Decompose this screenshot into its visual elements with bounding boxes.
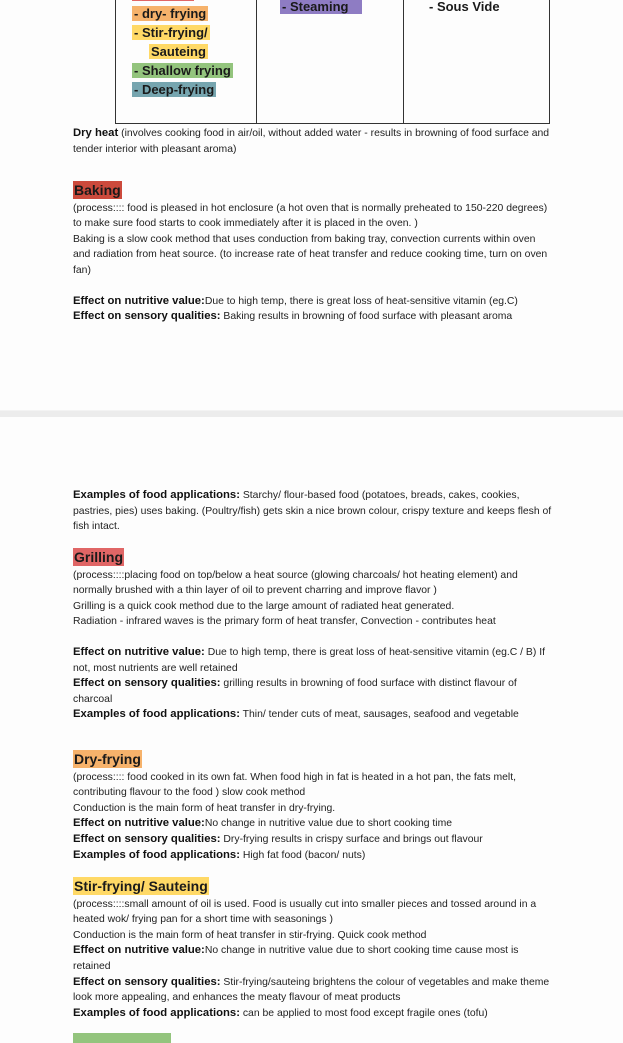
field-label: Examples of food applications: [73, 489, 240, 501]
table-item-deep-frying [132, 80, 216, 99]
text-line: - Stir-frying/ [134, 25, 208, 40]
text-line: Starchy/ flour-based food (potatoes, breads, cakes, cookies, pastries, pies) uses baking. (Poultry/fish) gets skin a nice brown colour, crispy texture and keeps flesh of fish intact. [73, 490, 552, 533]
text-line: Baking is a slow cook method that uses conduction from baking tray, convection currents within oven and radiation from heat source. (to increase rate of heat transfer and reduce cooking time, turn on oven fan) [73, 233, 548, 276]
field-label: Examples of food applications: [73, 1006, 240, 1019]
text-line [73, 294, 553, 310]
text-line: Due to high temp, there is great loss of heat-sensitive vitamin (eg.C) [204, 295, 518, 307]
field-label: Effect on nutritive value: [73, 944, 205, 957]
section-stir-frying [73, 877, 553, 1021]
text-line: Grilling is a quick cook method due to the large amount of radiated heat generated. [73, 600, 455, 612]
text-line: (process::::small amount of oil is used. Food is usually cut into smaller pieces and tossed around in a heated wok/ frying pan for a short time with seasonings ) [73, 898, 537, 926]
text-line: Dry-frying results in crispy surface and brings out flavour [220, 833, 483, 845]
text-line: - dry- frying [134, 6, 207, 21]
text-line: No change in nutritive value due to short cooking time cause most is retained [73, 945, 519, 972]
field-label: Effect on sensory qualities: [73, 975, 221, 988]
text-line [73, 488, 553, 535]
text-line: Sauteing [151, 44, 206, 59]
text-line: Due to high temp, there is great loss of heat-sensitive vitamin (eg.C / B) If not, most nutrients are well retained [73, 646, 545, 674]
text-line: - Deep-frying [134, 82, 215, 97]
heading-dry-frying: Dry-frying [74, 751, 141, 767]
text-line [73, 645, 553, 676]
field-label: Dry heat [73, 127, 119, 139]
baking-examples [73, 488, 553, 535]
text-line [73, 309, 553, 325]
table-item-sauteing [149, 42, 208, 61]
text-line: No change in nutritive value due to short cooking time [204, 818, 453, 830]
text-line: - Steaming [280, 0, 362, 14]
text-line: can be applied to most food except fragile ones (tofu) [239, 1007, 488, 1019]
table-divider [403, 0, 404, 123]
text-line [73, 676, 553, 707]
table-item-sous-vide [427, 0, 502, 16]
text-line [73, 707, 553, 723]
text-line [73, 975, 553, 1006]
text-line: Conduction is the main form of heat transfer in stir-frying. Quick cook method [73, 929, 427, 941]
text-line [73, 943, 553, 974]
field-label: Examples of food applications: [73, 708, 240, 721]
grilling-highlight-partial [132, 0, 194, 1]
heading-baking: Baking [74, 182, 121, 198]
page-break [0, 410, 623, 417]
text-line: High fat food (bacon/ nuts) [239, 849, 366, 861]
table-item-steaming [280, 0, 362, 16]
field-label: Effect on sensory qualities: [73, 677, 221, 690]
text-line: Baking results in browning of food surface with pleasant aroma [220, 311, 513, 323]
text-line: (process::::placing food on top/below a heat source (glowing charcoals/ hot heating element) and normally brushed with a thin layer of oil to prevent charring and improve flavor ) [73, 569, 518, 597]
field-label: Effect on nutritive value: [73, 645, 205, 658]
field-label: Effect on nutritive value: [73, 294, 205, 307]
section-grilling [73, 548, 553, 723]
text-line [73, 1006, 553, 1022]
table-item-dry-frying [132, 4, 208, 23]
section-baking [73, 181, 553, 325]
text-line: (process:::: food cooked in its own fat. When food high in fat is heated in a hot pan, the fats melt, contributing flavour to the food ) slow cook method [73, 771, 517, 799]
table-divider [256, 0, 257, 123]
text-line: (involves cooking food in air/oil, without added water - results in browning of food surface and tender interior with pleasant aroma) [73, 128, 550, 155]
dry-heat-intro [73, 126, 553, 157]
text-line [73, 816, 553, 832]
text-line: (process:::: food is pleased in hot enclosure (a hot oven that is normally preheated to 150-220 degrees) to make sure food starts to cook immediately after it is placed in the oven. ) [73, 202, 548, 230]
section-dry-frying [73, 750, 553, 863]
heading-stir-frying: Stir-frying/ Sauteing [74, 878, 208, 894]
table-item-stir-frying [132, 23, 210, 42]
text-line [73, 126, 553, 157]
text-line: Radiation - infrared waves is the primary form of heat transfer, Convection - contributes heat [73, 616, 496, 628]
text-line [73, 848, 553, 864]
field-label: Effect on nutritive value: [73, 817, 205, 830]
table-item-shallow-frying [132, 61, 233, 80]
text-line: Stir-frying/sauteing brightens the colour of vegetables and make theme look more appealing, and enhances the meaty flavour of meat products [73, 976, 550, 1004]
text-line: Conduction is the main form of heat transfer in dry-frying. [73, 802, 336, 814]
field-label: Effect on sensory qualities: [73, 832, 221, 845]
heading-grilling: Grilling [74, 549, 123, 565]
text-line: - Sous Vide [429, 0, 500, 14]
text-line: grilling results in browning of food surface with distinct flavour of charcoal [73, 678, 517, 705]
text-line: Thin/ tender cuts of meat, sausages, seafood and vegetable [239, 709, 519, 721]
text-line [73, 832, 553, 848]
field-label: Effect on sensory qualities: [73, 310, 221, 323]
shallow-frying-heading-partial [73, 1033, 171, 1043]
text-line: - Shallow frying [134, 63, 231, 78]
field-label: Examples of food applications: [73, 848, 240, 861]
